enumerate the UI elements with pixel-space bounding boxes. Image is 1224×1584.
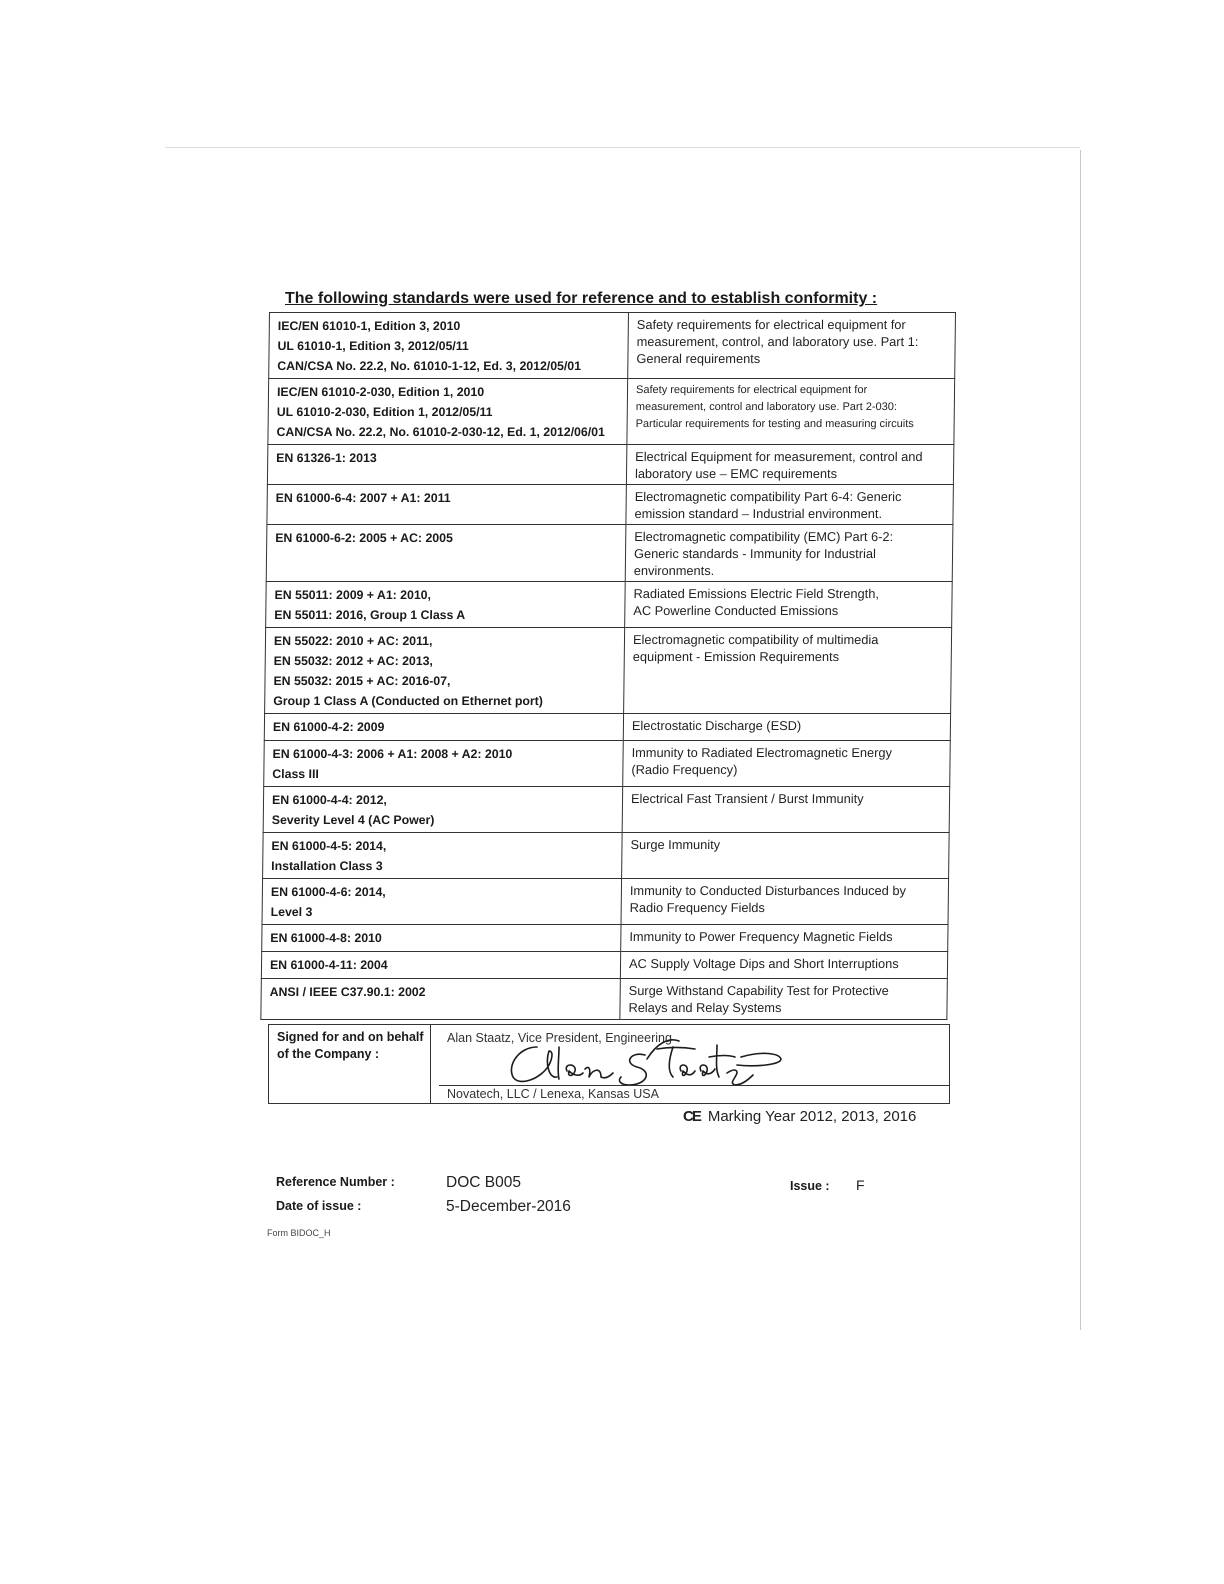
table-row xyxy=(261,979,948,1020)
description-cell: Electrical Equipment for measurement, control and laboratory use – EMC requirements xyxy=(626,445,953,485)
table-row xyxy=(263,833,950,879)
standard-cell: EN 61326-1: 2013 xyxy=(267,445,626,485)
reference-number-value: DOC B005 xyxy=(446,1174,521,1191)
reference-number-label: Reference Number : xyxy=(276,1175,395,1189)
signed-on-behalf-label: Signed for and on behalf of the Company : xyxy=(269,1025,431,1103)
issue-value: F xyxy=(856,1177,865,1193)
standard-cell: EN 61000-4-11: 2004 xyxy=(261,952,620,979)
description-cell: Safety requirements for electrical equipment for measurement, control, and laboratory use. Part 1: General requirements xyxy=(628,313,956,379)
form-id: Form BIDOC_H xyxy=(267,1228,331,1238)
scan-edge-right xyxy=(1080,150,1081,1330)
description-cell: Immunity to Power Frequency Magnetic Fields xyxy=(621,925,948,952)
standard-cell: EN 61000-4-3: 2006 + A1: 2008 + A2: 2010 Class III xyxy=(264,741,624,787)
date-of-issue-value: 5-December-2016 xyxy=(446,1198,571,1215)
table-row xyxy=(269,313,956,379)
issue-label: Issue : xyxy=(790,1179,830,1193)
standard-cell: EN 55022: 2010 + AC: 2011, EN 55032: 2012 + AC: 2013, EN 55032: 2015 + AC: 2016-07, Group 1 Class A (Conducted on Ethernet port) xyxy=(265,628,625,714)
description-cell: AC Supply Voltage Dips and Short Interruptions xyxy=(620,952,947,979)
standard-cell: EN 61000-4-4: 2012, Severity Level 4 (AC Power) xyxy=(263,787,623,833)
description-cell: Electrostatic Discharge (ESD) xyxy=(623,714,950,741)
table-row xyxy=(262,879,949,925)
scan-edge-top xyxy=(165,147,1080,148)
signatory-name: Alan Staatz, Vice President, Engineering xyxy=(447,1031,672,1045)
handwritten-signature xyxy=(497,1033,797,1089)
standard-cell: EN 61000-4-6: 2014, Level 3 xyxy=(262,879,622,925)
table-row xyxy=(262,925,948,952)
standard-cell: EN 61000-6-2: 2005 + AC: 2005 xyxy=(266,525,626,582)
standard-cell: EN 61000-6-4: 2007 + A1: 2011 xyxy=(267,485,626,525)
table-row xyxy=(265,628,952,714)
standard-cell: EN 61000-4-5: 2014, Installation Class 3 xyxy=(263,833,623,879)
standard-cell: EN 55011: 2009 + A1: 2010, EN 55011: 2016, Group 1 Class A xyxy=(266,582,626,628)
table-row xyxy=(264,741,951,787)
description-cell: Electromagnetic compatibility of multimedia equipment - Emission Requirements xyxy=(624,628,952,714)
standard-cell: EN 61000-4-8: 2010 xyxy=(262,925,621,952)
signature-block xyxy=(268,1024,950,1104)
document-title: The following standards were used for reference and to establish conformity : xyxy=(285,290,878,307)
description-cell: Electromagnetic compatibility Part 6-4: Generic emission standard – Industrial environment. xyxy=(626,485,953,525)
standards-table xyxy=(260,312,956,1020)
ce-marking xyxy=(683,1108,916,1125)
standard-cell: EN 61000-4-2: 2009 xyxy=(264,714,623,741)
standard-cell: ANSI / IEEE C37.90.1: 2002 xyxy=(261,979,621,1020)
description-cell: Immunity to Radiated Electromagnetic Energy (Radio Frequency) xyxy=(623,741,951,787)
table-row xyxy=(266,582,953,628)
description-cell: Surge Immunity xyxy=(622,833,950,879)
signature-divider xyxy=(439,1085,949,1086)
ce-marking-text: Marking Year 2012, 2013, 2016 xyxy=(707,1108,917,1125)
description-cell: Electrical Fast Transient / Burst Immunity xyxy=(622,787,950,833)
date-of-issue-label: Date of issue : xyxy=(276,1199,362,1213)
description-cell: Electromagnetic compatibility (EMC) Part 6-2: Generic standards - Immunity for Industrial environments. xyxy=(625,525,953,582)
standard-cell: IEC/EN 61010-2-030, Edition 1, 2010 UL 61010-2-030, Edition 1, 2012/05/11 CAN/CSA No. 22.2, No. 61010-2-030-12, Ed. 1, 2012/06/01 xyxy=(268,379,628,445)
ce-mark-icon: CE xyxy=(683,1108,700,1125)
table-row xyxy=(263,787,950,833)
table-row xyxy=(268,379,955,445)
table-row xyxy=(266,525,953,582)
table-row xyxy=(267,445,953,485)
description-cell: Radiated Emissions Electric Field Strength, AC Powerline Conducted Emissions xyxy=(625,582,953,628)
description-cell: Surge Withstand Capability Test for Protective Relays and Relay Systems xyxy=(620,979,948,1020)
table-row xyxy=(267,485,953,525)
table-row xyxy=(264,714,950,741)
table-row xyxy=(261,952,947,979)
description-cell: Immunity to Conducted Disturbances Induced by Radio Frequency Fields xyxy=(621,879,949,925)
description-cell: Safety requirements for electrical equipment for measurement, control and laboratory use. Part 2-030: Particular requirements for testing and measuring circuits xyxy=(627,379,955,445)
standard-cell: IEC/EN 61010-1, Edition 3, 2010 UL 61010-1, Edition 3, 2012/05/11 CAN/CSA No. 22.2, No. 61010-1-12, Ed. 3, 2012/05/01 xyxy=(269,313,629,379)
company-name: Novatech, LLC / Lenexa, Kansas USA xyxy=(447,1087,659,1101)
